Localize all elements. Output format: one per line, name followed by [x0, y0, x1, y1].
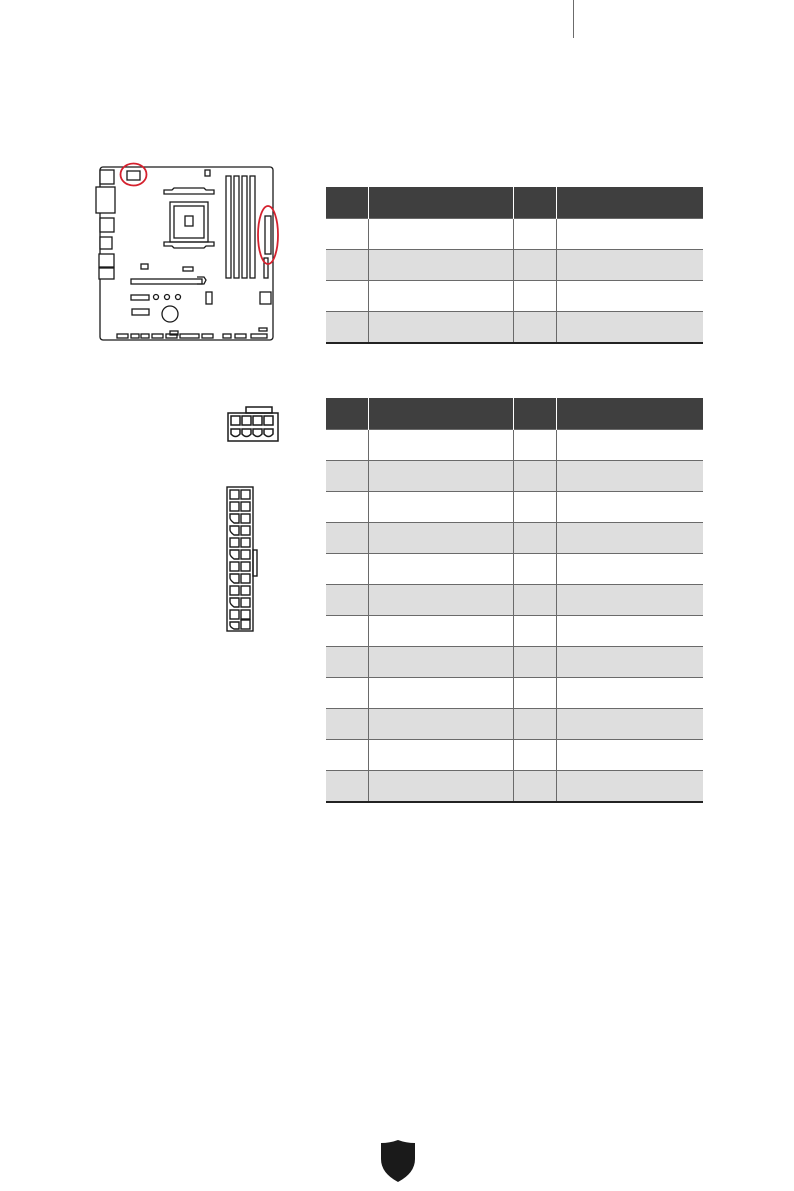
- table-row: [326, 312, 703, 344]
- table-row: [326, 281, 703, 312]
- table-cell: [326, 616, 368, 647]
- table-row: [326, 616, 703, 647]
- table-header-row: [326, 187, 703, 219]
- table-cell: [368, 740, 513, 771]
- header-cell: [368, 398, 513, 430]
- table-cell: [368, 647, 513, 678]
- table-row: [326, 250, 703, 281]
- table-cell: [368, 492, 513, 523]
- atx-power-connector-diagram: [222, 484, 262, 634]
- table-cell: [368, 523, 513, 554]
- header-cell: [513, 187, 556, 219]
- header-cell: [556, 187, 703, 219]
- table-cell: [368, 250, 513, 281]
- table-row: [326, 740, 703, 771]
- header-cell: [513, 398, 556, 430]
- table-cell: [556, 461, 703, 492]
- table-cell: [513, 219, 556, 250]
- table-cell: [513, 709, 556, 740]
- table-cell: [556, 219, 703, 250]
- table-cell: [368, 585, 513, 616]
- table-row: [326, 523, 703, 554]
- table-cell: [368, 461, 513, 492]
- table-cell: [326, 312, 368, 344]
- table-cell: [326, 740, 368, 771]
- table-cell: [513, 647, 556, 678]
- table-cell: [326, 585, 368, 616]
- table-row: [326, 771, 703, 803]
- table-cell: [326, 678, 368, 709]
- table-cell: [368, 219, 513, 250]
- header-cell: [326, 187, 368, 219]
- table-cell: [556, 250, 703, 281]
- table-cell: [513, 312, 556, 344]
- table-cell: [513, 430, 556, 461]
- table-cell: [556, 554, 703, 585]
- table-row: [326, 709, 703, 740]
- table-row: [326, 461, 703, 492]
- table-cell: [513, 771, 556, 803]
- table-cell: [513, 523, 556, 554]
- header-cell: [326, 398, 368, 430]
- table-cell: [513, 740, 556, 771]
- table-cell: [513, 492, 556, 523]
- table-row: [326, 554, 703, 585]
- table-cell: [556, 647, 703, 678]
- cpu-power-pin-table: [326, 187, 703, 344]
- table-cell: [368, 554, 513, 585]
- table-cell: [368, 678, 513, 709]
- table-cell: [368, 430, 513, 461]
- table-cell: [556, 585, 703, 616]
- table-row: [326, 585, 703, 616]
- table-row: [326, 678, 703, 709]
- cpu-power-connector-diagram: [220, 402, 286, 446]
- table-cell: [513, 678, 556, 709]
- table-row: [326, 219, 703, 250]
- table-cell: [326, 281, 368, 312]
- table-header-row: [326, 398, 703, 430]
- table-cell: [368, 312, 513, 344]
- table-cell: [556, 281, 703, 312]
- header-cell: [368, 187, 513, 219]
- table-cell: [326, 771, 368, 803]
- table-cell: [513, 554, 556, 585]
- atx-power-pin-table: [326, 398, 703, 803]
- table-cell: [326, 523, 368, 554]
- table-cell: [556, 709, 703, 740]
- table-row: [326, 492, 703, 523]
- table-cell: [513, 585, 556, 616]
- table-cell: [556, 492, 703, 523]
- crop-mark: [573, 0, 574, 38]
- table-cell: [326, 430, 368, 461]
- motherboard-diagram: [94, 158, 284, 348]
- table-cell: [368, 616, 513, 647]
- header-cell: [556, 398, 703, 430]
- table-cell: [556, 740, 703, 771]
- table-row: [326, 430, 703, 461]
- table-cell: [556, 616, 703, 647]
- table-cell: [368, 709, 513, 740]
- table-cell: [513, 281, 556, 312]
- table-cell: [513, 461, 556, 492]
- table-cell: [368, 771, 513, 803]
- table-cell: [326, 709, 368, 740]
- table-cell: [368, 281, 513, 312]
- table-cell: [326, 250, 368, 281]
- shield-icon: [379, 1139, 417, 1183]
- table-cell: [326, 219, 368, 250]
- table-cell: [556, 678, 703, 709]
- table-cell: [513, 616, 556, 647]
- table-cell: [556, 312, 703, 344]
- table-cell: [326, 461, 368, 492]
- table-cell: [556, 523, 703, 554]
- table-cell: [556, 771, 703, 803]
- table-cell: [556, 430, 703, 461]
- table-cell: [513, 250, 556, 281]
- table-cell: [326, 647, 368, 678]
- table-cell: [326, 492, 368, 523]
- table-cell: [326, 554, 368, 585]
- table-row: [326, 647, 703, 678]
